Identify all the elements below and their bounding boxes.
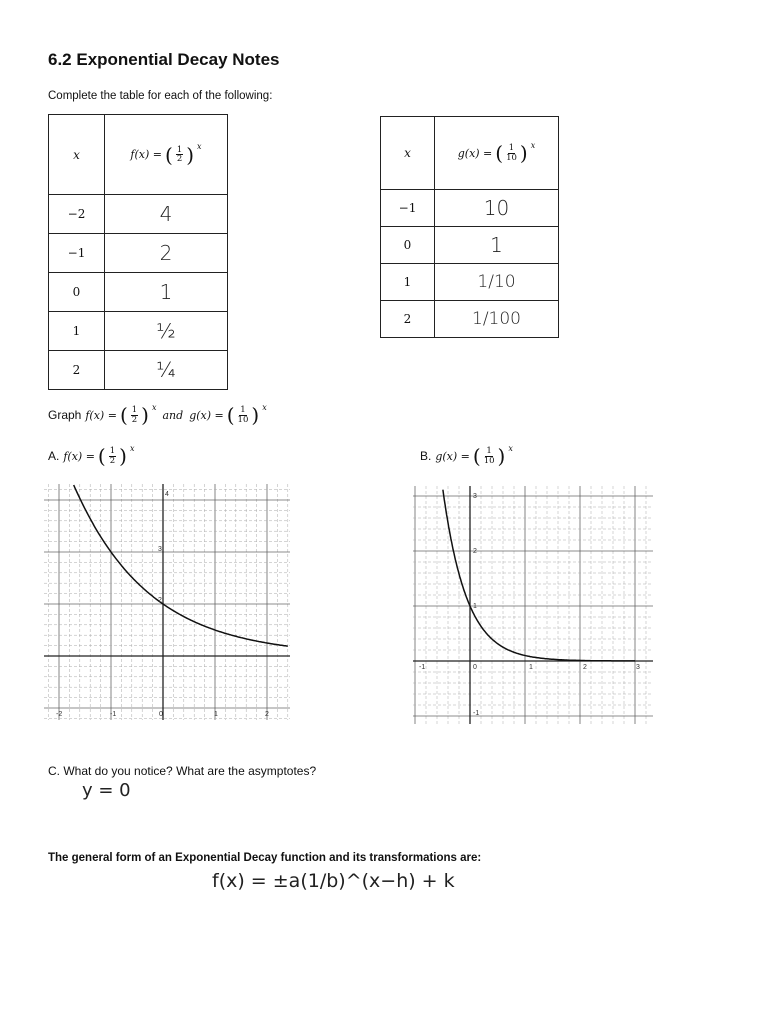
- instructions: Complete the table for each of the following:: [48, 90, 273, 102]
- table-g-exponent: x: [530, 140, 536, 150]
- table-g-base-den: 10: [506, 152, 517, 163]
- part-a-den: 2: [109, 455, 116, 466]
- graph-a-tick-label: -1: [110, 711, 117, 718]
- table-f-y-cell: ½: [105, 312, 228, 351]
- graph-b-tick-label: -1: [419, 664, 426, 671]
- graph-prompt-g-exp: x: [262, 402, 267, 412]
- table-g: [380, 116, 559, 338]
- table-f-exponent: x: [197, 142, 202, 151]
- table-f-y-cell: 1: [105, 273, 228, 312]
- graph-b-tick-label: 1: [473, 603, 477, 610]
- general-form-label: The general form of an Exponential Decay function and its transformations are:: [48, 852, 482, 864]
- table-g-x-cell: 0: [381, 227, 435, 264]
- table-f-y-cell: ¼: [105, 351, 228, 390]
- graph-b-tick-label: -1: [473, 710, 480, 717]
- graph-a-tick-label: 2: [158, 597, 162, 604]
- table-g-x-cell: 1: [381, 264, 435, 301]
- table-f-y-cell: 4: [105, 195, 228, 234]
- table-g-x-header: x: [381, 117, 435, 190]
- part-b-label: B. g(x) = ( $\frac{1}{10}$ ) $^x$: [420, 443, 513, 468]
- table-f: [48, 114, 228, 390]
- graph-a-tick-label: 1: [214, 711, 218, 718]
- question-c: C. What do you notice? What are the asymptotes?: [48, 764, 317, 778]
- graph-prompt-prefix: Graph: [48, 408, 82, 422]
- part-a-exp: x: [129, 443, 135, 453]
- general-form-answer: f(x) = ±a(1/b)^(x−h) + k: [212, 870, 455, 892]
- graph-a-tick-label: 0: [159, 711, 163, 718]
- graph-a-tick-label: 4: [165, 491, 169, 498]
- table-f-x-cell: 2: [49, 351, 105, 390]
- table-f-base-den: 2: [176, 154, 183, 164]
- graph-prompt-f-den: 2: [131, 414, 138, 425]
- graph-b-tick-label: 0: [473, 664, 477, 671]
- graph-prompt-f-exp: x: [151, 402, 157, 412]
- part-a-func-name: f(x) =: [63, 449, 95, 463]
- table-g-x-cell: 2: [381, 301, 435, 338]
- table-f-x-cell: −2: [49, 195, 105, 234]
- part-b-num: 1: [486, 446, 492, 456]
- table-g-y-cell: 1/10: [435, 264, 559, 301]
- table-g-func-name: g(x) =: [457, 146, 493, 160]
- graph-b: [413, 486, 653, 724]
- part-a-label: A. f(x) = ( $\frac{1}{2}$ ) $^x$: [48, 443, 135, 468]
- table-f-x-cell: −1: [49, 234, 105, 273]
- table-f-y-cell: 2: [105, 234, 228, 273]
- table-g-y-cell: 1/100: [435, 301, 559, 338]
- table-g-base-num: 1: [508, 143, 515, 153]
- graph-prompt-conj: and: [162, 408, 184, 422]
- table-f-func-header: f(x) = ( $\frac{1}{2}$ ) $^x$: [105, 115, 228, 195]
- table-f-x-cell: 1: [49, 312, 105, 351]
- graph-b-tick-label: 2: [473, 548, 477, 555]
- graph-a-tick-label: 3: [158, 546, 162, 553]
- graph-prompt-f-name: f(x) =: [85, 408, 117, 422]
- graph-b-tick-label: 1: [529, 664, 533, 671]
- part-a-letter: A.: [48, 449, 60, 463]
- graph-prompt-g-num: 1: [240, 405, 246, 415]
- answer-c: y = 0: [82, 780, 131, 801]
- graph-b-curve: [443, 490, 635, 661]
- table-g-func-header: g(x) = ( $\frac{1}{10}$ ) $^x$: [435, 117, 559, 190]
- table-f-base-num: 1: [176, 144, 183, 155]
- graph-a-curve: [74, 485, 288, 646]
- graph-a-tick-label: 2: [265, 711, 269, 718]
- table-g-x-cell: −1: [381, 190, 435, 227]
- part-b-exp: x: [508, 443, 513, 453]
- table-f-x-header: x: [49, 115, 105, 195]
- page-title: 6.2 Exponential Decay Notes: [48, 50, 280, 69]
- graph-b-tick-label: 3: [473, 493, 477, 500]
- part-a-num: 1: [109, 446, 116, 456]
- table-f-x-cell: 0: [49, 273, 105, 312]
- part-b-func-name: g(x) =: [435, 449, 470, 463]
- graph-a-tick-label: -2: [56, 711, 63, 718]
- graph-prompt-f-num: 1: [131, 405, 138, 415]
- graph-prompt-g-name: g(x) =: [189, 408, 224, 422]
- graph-a: [44, 484, 290, 720]
- table-f-func-name: f(x) =: [130, 148, 162, 161]
- graph-b-tick-label: 3: [636, 664, 640, 671]
- graph-b-tick-label: 2: [583, 664, 587, 671]
- table-g-y-cell: 1: [435, 227, 559, 264]
- table-g-y-cell: 10: [435, 190, 559, 227]
- graph-prompt-g-den: 10: [237, 414, 249, 425]
- part-b-den: 10: [483, 455, 495, 466]
- part-b-letter: B.: [420, 449, 432, 463]
- graph-prompt: Graph f(x) = ( $\frac{1}{2}$ ) $^x$ and g(x) = ( $\frac{1}{10}$ ) $^x$: [48, 402, 267, 427]
